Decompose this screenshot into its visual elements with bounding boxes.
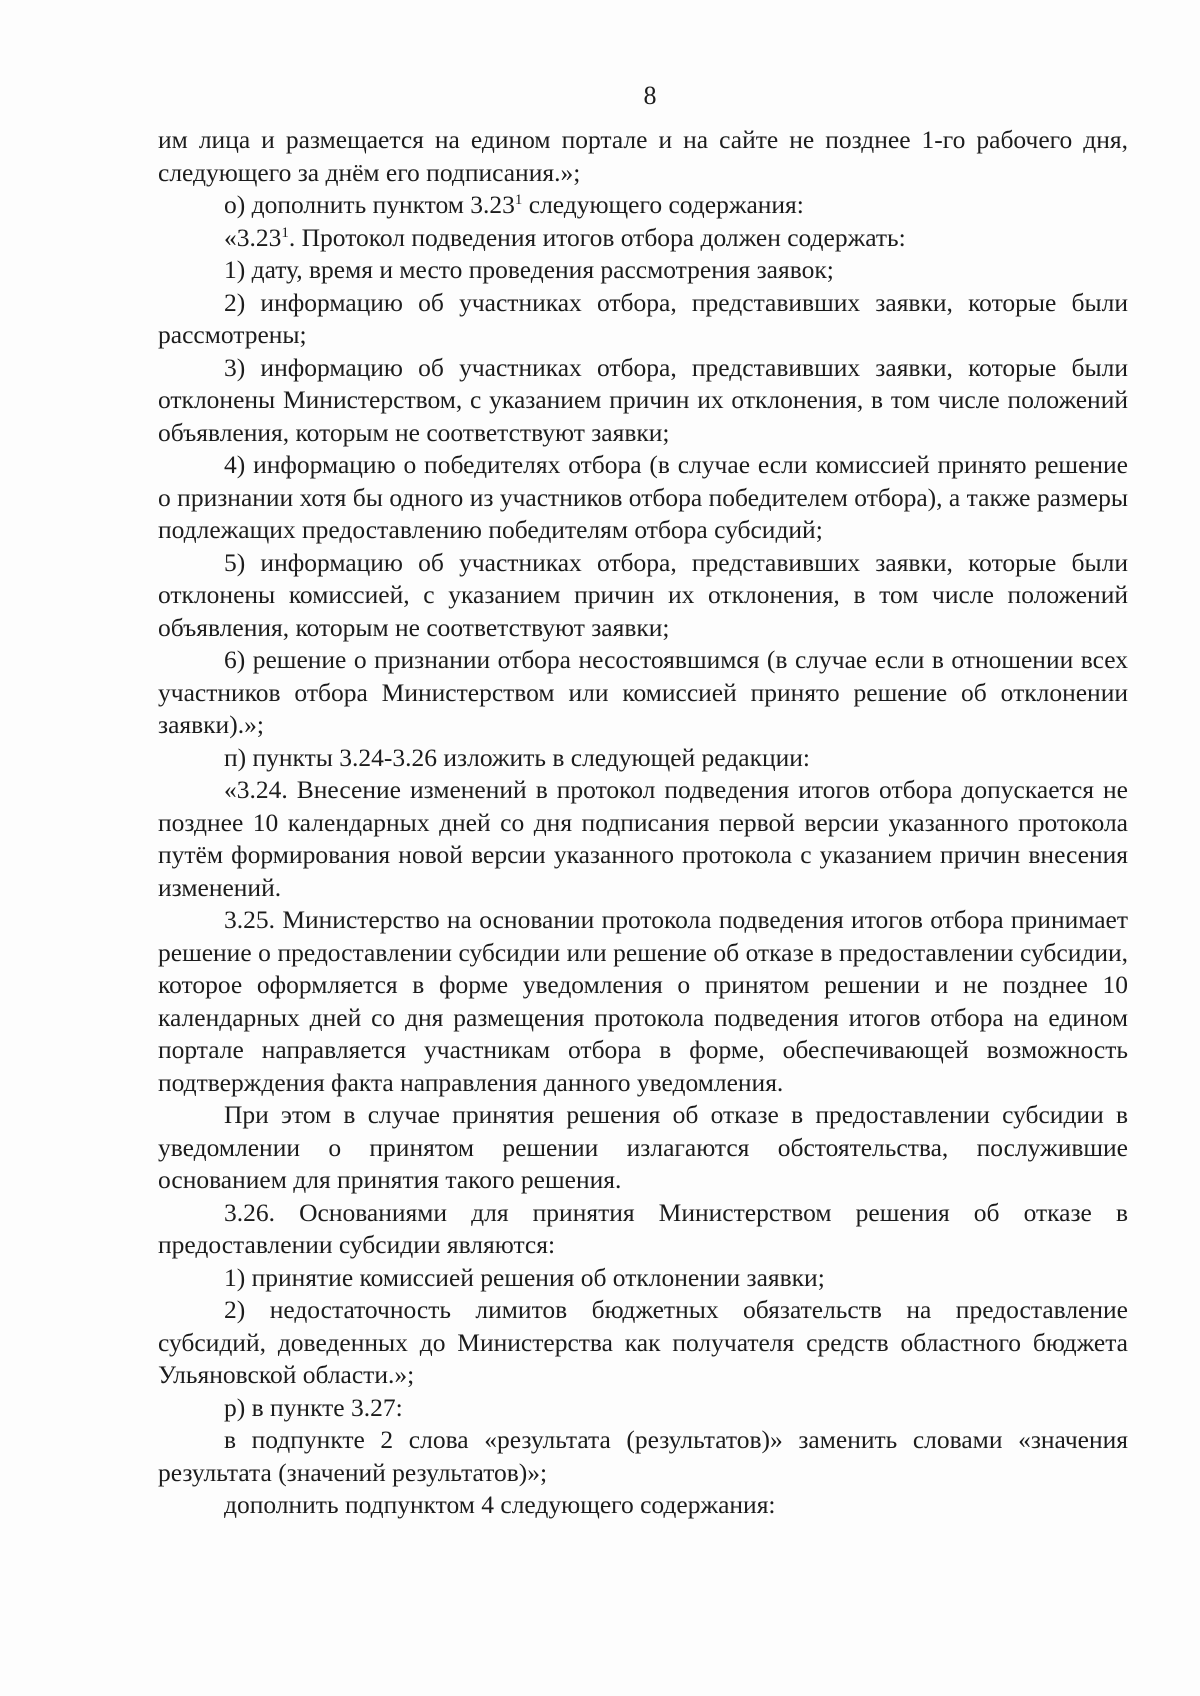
paragraph: 3) информацию об участниках отбора, представивших заявки, которые были отклонены Министерством, с указанием причин их отклонения, в том числе положений объявления, которым не соответствуют заявки; <box>158 352 1128 447</box>
paragraph-text: . Протокол подведения итогов отбора должен содержать: <box>288 222 906 252</box>
paragraph <box>158 222 1128 255</box>
paragraph: 3.25. Министерство на основании протокола подведения итогов отбора принимает решение о предоставлении субсидии или решение об отказе в предоставлении субсидии, которое оформляется в форме уведомления о принятом решении и не позднее 10 календарных дней со дня размещения протокола подведения итогов отбора на едином портале направляется участникам отбора в форме, обеспечивающей возможность подтверждения факта направления данного уведомления. <box>158 905 1128 1097</box>
paragraph: 6) решение о признании отбора несостоявшимся (в случае если в отношении всех участников отбора Министерством или комиссией принято решение об отклонении заявки).»; <box>158 645 1128 739</box>
paragraph: 3.26. Основаниями для принятия Министерством решения об отказе в предоставлении субсидии являются: <box>158 1197 1128 1259</box>
superscript: 1 <box>514 192 523 208</box>
paragraph <box>158 189 1128 222</box>
paragraph: 2) недостаточность лимитов бюджетных обязательств на предоставление субсидий, доведенных до Министерства как получателя средств областного бюджета Ульяновской области.»; <box>158 1295 1128 1389</box>
paragraph: им лица и размещается на едином портале и на сайте не позднее 1-го рабочего дня, следующего за днём его подписания.»; <box>158 125 1128 187</box>
paragraph: п) пункты 3.24-3.26 изложить в следующей редакции: <box>224 742 810 772</box>
paragraph: «3.24. Внесение изменений в протокол подведения итогов отбора допускается не позднее 10 календарных дней со дня подписания первой версии указанного протокола путём формирования новой версии указанного протокола с указанием причин внесения изменений. <box>158 775 1128 902</box>
paragraph-text: о) дополнить пунктом 3.23 <box>224 190 515 219</box>
paragraph: 4) информацию о победителях отбора (в случае если комиссией принято решение о признании хотя бы одного из участников отбора победителем отбора), а также размеры подлежащих предоставлению победителям отбора субсидий; <box>158 450 1128 544</box>
page-number: 8 <box>643 81 657 110</box>
document-body <box>158 124 1128 1522</box>
superscript: 1 <box>281 224 289 241</box>
paragraph: При этом в случае принятия решения об отказе в предоставлении субсидии в уведомлении о принятом решении излагаются обстоятельства, послужившие основанием для принятия такого решения. <box>158 1100 1128 1194</box>
paragraph: 1) дату, время и место проведения рассмотрения заявок; <box>224 255 834 284</box>
paragraph-text: «3.23 <box>224 222 282 252</box>
paragraph: 2) информацию об участниках отбора, представивших заявки, которые были рассмотрены; <box>158 287 1128 349</box>
paragraph-text: следующего содержания: <box>522 190 804 219</box>
paragraph: 5) информацию об участниках отбора, представивших заявки, которые были отклонены комиссией, с указанием причин их отклонения, в том числе положений объявления, которым не соответствуют заявки; <box>158 547 1128 642</box>
paragraph: р) в пункте 3.27: <box>224 1392 403 1422</box>
paragraph: в подпункте 2 слова «результата (результатов)» заменить словами «значения результата (значений результатов)»; <box>158 1425 1128 1487</box>
paragraph: дополнить подпунктом 4 следующего содержания: <box>224 1490 776 1519</box>
paragraph: 1) принятие комиссией решения об отклонении заявки; <box>224 1262 825 1292</box>
